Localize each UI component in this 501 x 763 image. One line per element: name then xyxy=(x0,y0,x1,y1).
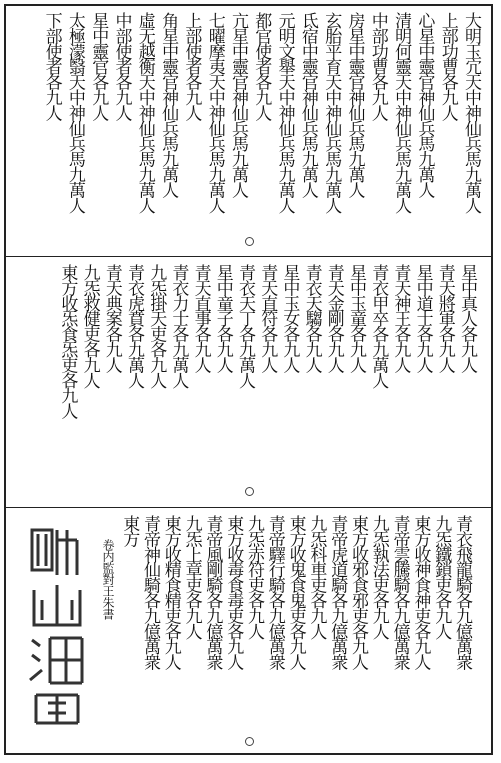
page-divider xyxy=(4,256,493,257)
text-column: 亢星中靈官神仙兵馬九萬人 xyxy=(228,12,248,197)
text-column: 九炁執法吏各九人 xyxy=(368,515,389,639)
binding-hole xyxy=(245,237,254,246)
text-column: 九炁上章吏各九人 xyxy=(181,515,202,639)
text-column: 青天典案各九人 xyxy=(101,264,122,372)
text-column: 星中玉女各九人 xyxy=(279,264,300,372)
text-column: 青衣天丁各九萬人 xyxy=(235,264,255,388)
text-column: 星中道士各九人 xyxy=(412,264,433,372)
text-column: 青帝雲騰騎各九億萬衆 xyxy=(389,515,410,670)
text-column: 青天將軍各九人 xyxy=(434,264,455,372)
page-divider xyxy=(4,507,493,508)
seal-stamp xyxy=(22,520,92,730)
text-column: 青衣甲卒各九萬人 xyxy=(368,264,389,388)
binding-hole xyxy=(245,737,254,746)
text-column: 青天神王各九人 xyxy=(390,264,411,372)
text-column: 青天金剛各九人 xyxy=(323,264,344,372)
signature-text: 卷内監對王朱書 xyxy=(101,539,115,620)
text-column: 九炁赤符吏各九人 xyxy=(244,515,264,639)
text-column: 九炁救健吏各九人 xyxy=(79,264,100,388)
text-column: 七曜摩夷天中神仙兵馬九萬人 xyxy=(204,12,225,213)
text-column: 九炁掛天吏各九人 xyxy=(146,264,167,388)
text-column: 氐宿中靈官神仙兵馬九萬人 xyxy=(297,12,318,197)
text-column: 中部使者各九人 xyxy=(111,12,132,120)
text-column: 星中玉童各九人 xyxy=(346,264,366,372)
text-column: 大明玉宂天中神仙兵馬九萬人 xyxy=(461,12,481,213)
text-column: 星中童子各九人 xyxy=(212,264,233,372)
text-block-2 xyxy=(8,264,488,500)
text-column: 九炁鐵鎖吏各九人 xyxy=(431,515,452,639)
text-column: 青衣天騶各九人 xyxy=(301,264,322,372)
text-column: 上部使者各九人 xyxy=(181,12,202,120)
text-column: 東方 xyxy=(119,515,140,546)
text-column: 都官使者各九人 xyxy=(251,12,272,120)
text-column: 中部功曹各九人 xyxy=(367,12,388,120)
text-column: 青帝風剛騎各九億萬衆 xyxy=(202,515,223,670)
text-column: 玄胎平育天中神仙兵馬九萬人 xyxy=(321,12,342,213)
text-column: 角星中靈官神仙兵馬九萬人 xyxy=(158,12,179,197)
text-column: 星中真人各九人 xyxy=(457,264,477,372)
binding-hole xyxy=(245,487,254,496)
text-column: 青帝神仙騎各九億萬衆 xyxy=(140,515,160,670)
text-column: 清明何靈天中神仙兵馬九萬人 xyxy=(391,12,412,213)
text-column: 東方收鬼食鬼吏各九人 xyxy=(285,515,306,670)
text-column: 東方收神食神吏各九人 xyxy=(410,515,431,670)
text-column: 青衣虎賁各九萬人 xyxy=(124,264,144,388)
text-column: 青帝驛行騎各九億萬衆 xyxy=(264,515,285,670)
text-column: 青衣力士各九萬人 xyxy=(168,264,189,388)
text-column: 青天直符各九人 xyxy=(257,264,278,372)
text-column: 太極濛翳天中神仙兵馬九萬人 xyxy=(64,12,85,213)
text-column: 青帝虎道騎各九億萬衆 xyxy=(327,515,348,670)
text-column: 青天直事各九人 xyxy=(190,264,211,372)
text-column: 元明文舉天中神仙兵馬九萬人 xyxy=(274,12,295,213)
text-column: 東方收毒食毒吏各九人 xyxy=(223,515,244,670)
text-column: 青衣飛龍騎各九億萬衆 xyxy=(452,515,472,670)
text-column: 心星中靈官神仙兵馬九萬人 xyxy=(414,12,435,197)
text-column: 下部使者各九人 xyxy=(41,12,62,120)
text-column: 九炁科車吏各九人 xyxy=(306,515,327,639)
text-column: 上部功曹各九人 xyxy=(437,12,458,120)
text-column: 東方收精食精吏各九人 xyxy=(160,515,181,670)
text-block-1 xyxy=(8,12,488,252)
text-column: 東方收邪食邪吏各九人 xyxy=(348,515,368,670)
text-column: 房星中靈官神仙兵馬九萬人 xyxy=(344,12,365,197)
text-column: 虛无越衡天中神仙兵馬九萬人 xyxy=(134,12,155,213)
text-column: 東方收炁食炁吏各九人 xyxy=(57,264,78,419)
text-column: 星中靈官各九人 xyxy=(88,12,109,120)
